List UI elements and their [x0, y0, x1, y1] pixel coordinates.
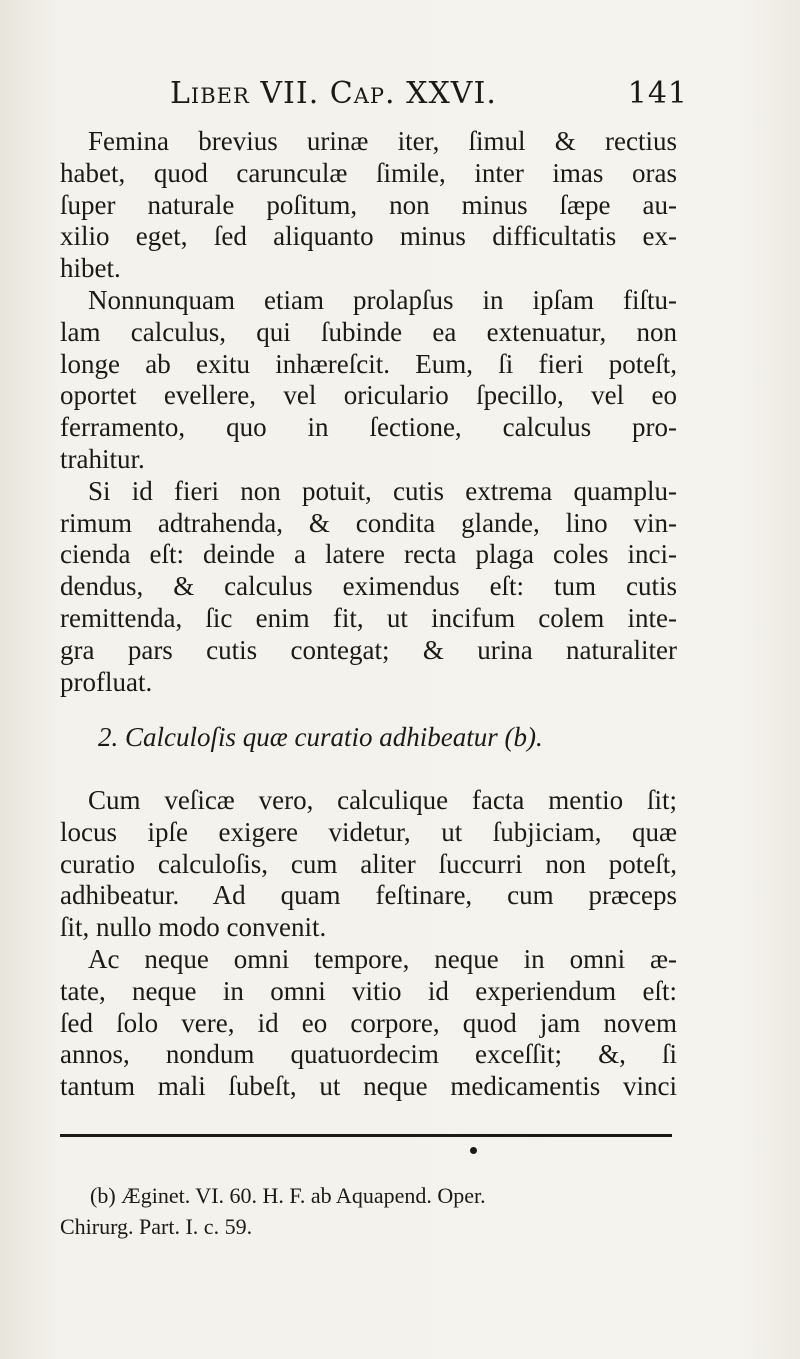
text-line: Femina brevius urinæ iter, ſimul & rectius — [88, 126, 677, 156]
text-line: oportet evellere, vel oriculario ſpecillo, vel eo — [60, 380, 677, 411]
text-line: curatio calculoſis, cum aliter ſuccurri non poteſt, — [60, 848, 677, 879]
page-number: 141 — [627, 76, 688, 111]
text-line: ſit, nullo modo convenit. — [60, 912, 327, 943]
page-header — [170, 76, 688, 116]
text-line: profluat. — [60, 666, 153, 697]
text-line: dendus, & calculus eximendus eſt: tum cutis — [60, 571, 677, 602]
text-line: lam calculus, qui ſubinde ea extenuatur, non — [60, 316, 677, 347]
text-line: Nonnunquam etiam prolapſus in ipſam fiſtu- — [88, 284, 677, 315]
text-line: tate, neque in omni vitio id experiendum eſt: — [60, 975, 677, 1006]
text-line: cienda eſt: deinde a latere recta plaga coles inci- — [60, 539, 677, 570]
paragraph — [60, 785, 677, 944]
text-line: Ac neque omni tempore, neque in omni æ- — [88, 943, 677, 974]
text-line: gra pars cutis contegat; & urina naturaliter — [60, 634, 677, 665]
text-line: trahitur. — [60, 443, 145, 474]
text-line: adhibeatur. Ad quam feſtinare, cum præceps — [60, 880, 677, 911]
text-line: habet, quod carunculæ ſimile, inter imas oras — [60, 157, 677, 188]
paragraph — [60, 944, 677, 1103]
footnote-line: (b) Æginet. VI. 60. H. F. ab Aquapend. Oper. — [90, 1183, 486, 1208]
text-line: longe ab exitu inhæreſcit. Eum, ſi fieri poteſt, — [60, 348, 677, 379]
paragraph — [60, 126, 677, 285]
text-line: rimum adtrahenda, & condita glande, lino vin- — [60, 507, 677, 538]
text-line: xilio eget, ſed aliquanto minus difficultatis ex- — [60, 221, 677, 252]
text-line: ferramento, quo in ſectione, calculus pro- — [60, 412, 677, 443]
running-head: Liber VII. Cap. XXVI. — [170, 76, 497, 111]
paragraph — [60, 476, 677, 699]
text-line: tantum mali ſubeſt, ut neque medicamentis vinci — [60, 1071, 677, 1102]
text-line: remittenda, ſic enim fit, ut incifum colem inte- — [60, 602, 677, 633]
footnote — [60, 1180, 680, 1242]
footnote-line: Chirurg. Part. I. c. 59. — [60, 1214, 253, 1239]
rule-dot-ornament — [470, 1147, 477, 1154]
text-line: Si id fieri non potuit, cutis extrema quamplu- — [88, 475, 677, 506]
text-line: ſed ſolo vere, id eo corpore, quod jam novem — [60, 1007, 677, 1038]
footnote-separator-rule — [60, 1134, 672, 1137]
section-heading: 2. Calculoſis quæ curatio adhibeatur (b). — [98, 722, 543, 752]
text-line: Cum veſicæ vero, calculique facta mentio ſit; — [88, 785, 677, 815]
text-line: locus ipſe exigere videtur, ut ſubjiciam, quæ — [60, 816, 677, 847]
text-block-bottom — [60, 785, 677, 1103]
paragraph — [60, 285, 677, 476]
text-line: hibet. — [60, 253, 121, 284]
text-line: ſuper naturale poſitum, non minus ſæpe au- — [60, 189, 677, 220]
text-line: annos, nondum quatuordecim exceſſit; &, ſi — [60, 1039, 677, 1070]
text-block-top — [60, 126, 677, 698]
